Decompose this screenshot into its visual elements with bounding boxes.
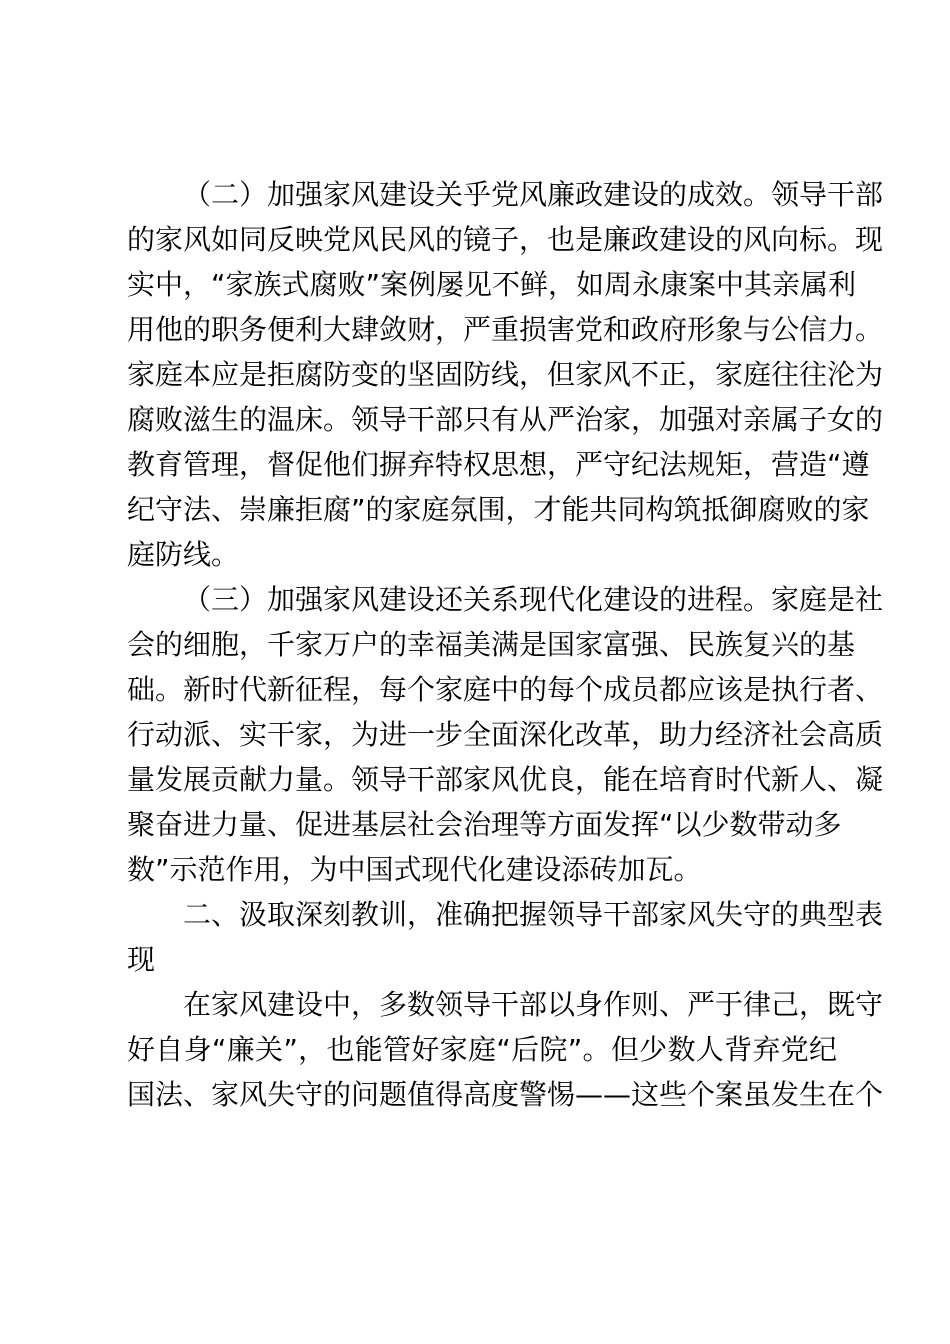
paragraph-line: 实中，“家族式腐败”案例屡见不鲜，如周永康案中其亲属利 xyxy=(127,268,857,301)
paragraph-line: 腐败滋生的温床。领导干部只有从严治家，加强对亲属子女的 xyxy=(127,403,884,436)
paragraph-line: 数”示范作用，为中国式现代化建设添砖加瓦。 xyxy=(127,853,702,886)
paragraph-line: 用他的职务便利大肆敛财，严重损害党和政府形象与公信力。 xyxy=(127,313,884,346)
paragraph-line: （二）加强家风建设关乎党风廉政建设的成效。领导干部 xyxy=(183,178,884,211)
paragraph-line: 教育管理，督促他们摒弃特权思想，严守纪法规矩，营造“遵 xyxy=(127,448,870,481)
paragraph-section-two xyxy=(127,172,884,577)
paragraph-line: 的家风如同反映党风民风的镜子，也是廉政建设的风向标。现 xyxy=(127,223,884,256)
paragraph-line: 量发展贡献力量。领导干部家风优良，能在培育时代新人、凝 xyxy=(127,763,884,796)
paragraph-line: 行动派、实干家，为进一步全面深化改革，助力经济社会高质 xyxy=(127,718,884,751)
heading-line: 现 xyxy=(127,943,156,976)
section-heading-two xyxy=(127,892,884,982)
paragraph-line: 础。新时代新征程，每个家庭中的每个成员都应该是执行者、 xyxy=(127,673,884,706)
paragraph-line: 会的细胞，千家万户的幸福美满是国家富强、民族复兴的基 xyxy=(127,628,856,661)
paragraph-line: 好自身“廉关”，也能管好家庭“后院”。但少数人背弃党纪 xyxy=(127,1033,837,1066)
paragraph-line: 国法、家风失守的问题值得高度警惕——这些个案虽发生在个 xyxy=(127,1078,884,1111)
paragraph-line: 家庭本应是拒腐防变的坚固防线，但家风不正，家庭往往沦为 xyxy=(127,358,884,391)
paragraph-family-style xyxy=(127,982,884,1117)
paragraph-line: （三）加强家风建设还关系现代化建设的进程。家庭是社 xyxy=(183,583,884,616)
paragraph-line: 纪守法、崇廉拒腐”的家庭氛围，才能共同构筑抵御腐败的家 xyxy=(127,493,870,526)
paragraph-section-three xyxy=(127,577,884,892)
document-body xyxy=(127,172,884,1117)
paragraph-line: 庭防线。 xyxy=(127,538,240,571)
heading-line: 二、汲取深刻教训，准确把握领导干部家风失守的典型表 xyxy=(183,898,884,931)
paragraph-line: 在家风建设中，多数领导干部以身作则、严于律己，既守 xyxy=(183,988,884,1021)
paragraph-line: 聚奋进力量、促进基层社会治理等方面发挥“以少数带动多 xyxy=(127,808,842,841)
